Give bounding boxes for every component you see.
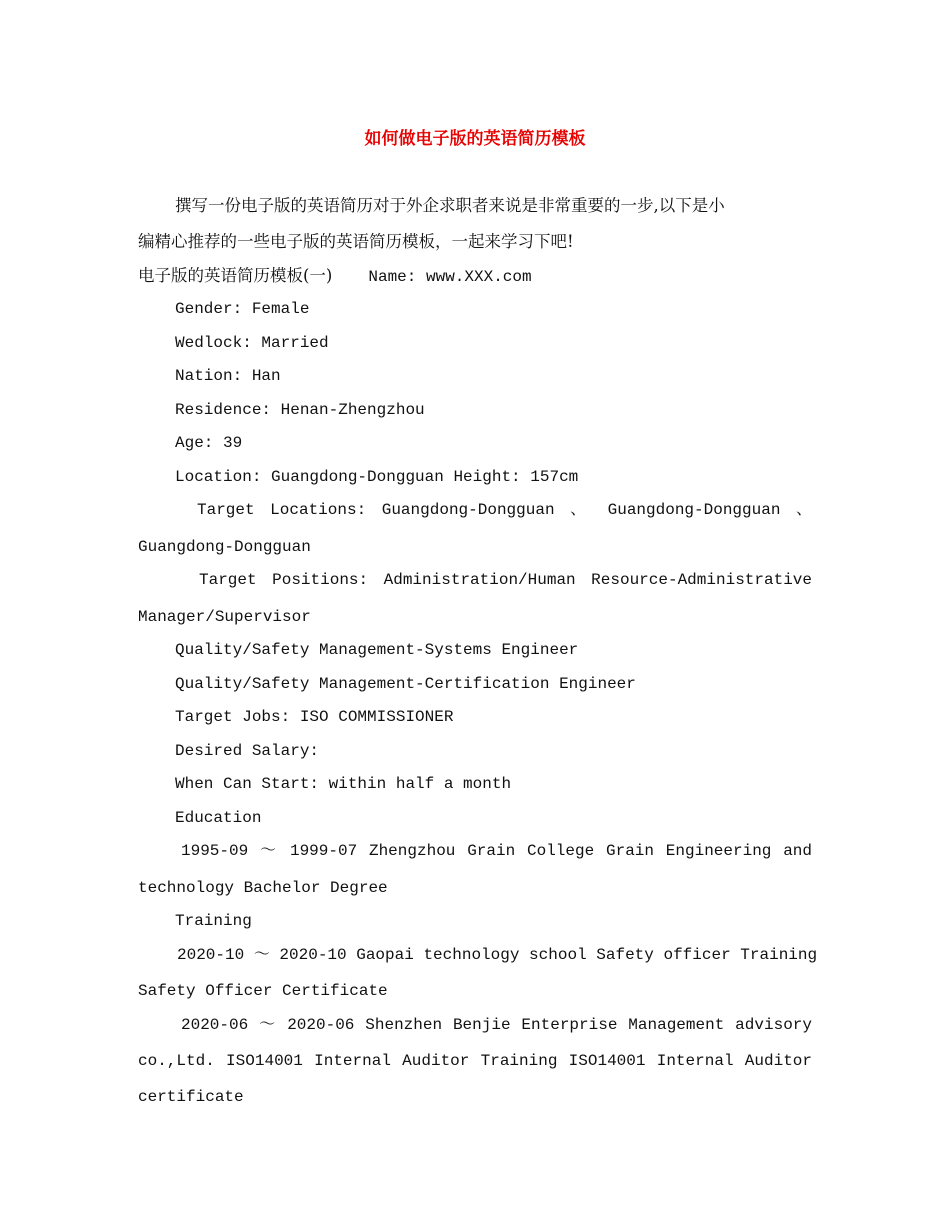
desired-salary-field: Desired Salary: xyxy=(175,742,320,760)
education-heading: Education xyxy=(175,809,262,827)
education-entry-line-1: 1995-09 ～ 1999-07 Zhengzhou Grain College Grain Engineering and xyxy=(181,842,813,860)
wedlock-field: Wedlock: Married xyxy=(175,334,329,352)
start-date-field: When Can Start: within half a month xyxy=(175,775,512,793)
section-heading-row xyxy=(138,266,812,287)
document-title: 如何做电子版的英语简历模板 xyxy=(364,129,586,149)
target-locations-line-1: Target Locations: Guangdong-Dongguan 、 Guangdong-Dongguan 、 xyxy=(197,501,812,519)
target-locations-line-2: Guangdong-Dongguan xyxy=(138,538,311,556)
education-entry-line-2: technology Bachelor Degree xyxy=(138,879,388,897)
training-entry-1-line-1: 2020-10 ～ 2020-10 Gaopai technology school Safety officer Training xyxy=(177,946,818,964)
nation-field: Nation: Han xyxy=(175,367,281,385)
training-entry-2-line-2: co.,Ltd. ISO14001 Internal Auditor Training ISO14001 Internal Auditor xyxy=(138,1052,812,1070)
position-certification-engineer: Quality/Safety Management-Certification Engineer xyxy=(175,675,636,693)
name-field: Name: www.XXX.com xyxy=(368,268,532,286)
intro-line-2: 编精心推荐的一些电子版的英语简历模板，一起来学习下吧! xyxy=(138,232,574,251)
training-heading: Training xyxy=(175,912,252,930)
training-entry-2-line-3: certificate xyxy=(138,1088,244,1106)
target-jobs-field: Target Jobs: ISO COMMISSIONER xyxy=(175,708,454,726)
residence-field: Residence: Henan-Zhengzhou xyxy=(175,401,425,419)
age-field: Age: 39 xyxy=(175,434,243,452)
section-heading: 电子版的英语简历模板(一) xyxy=(138,266,333,285)
target-positions-line-2: Manager/Supervisor xyxy=(138,608,311,626)
target-positions-line-1: Target Positions: Administration/Human Resource-Administrative xyxy=(199,571,812,589)
position-systems-engineer: Quality/Safety Management-Systems Engineer xyxy=(175,641,579,659)
location-field: Location: Guangdong-Dongguan Height: 157cm xyxy=(175,468,579,486)
training-entry-1-line-2: Safety Officer Certificate xyxy=(138,982,388,1000)
training-entry-2-line-1: 2020-06 ～ 2020-06 Shenzhen Benjie Enterprise Management advisory xyxy=(181,1016,812,1034)
intro-line-1: 撰写一份电子版的英语简历对于外企求职者来说是非常重要的一步,以下是小 xyxy=(175,196,725,215)
gender-field: Gender: Female xyxy=(175,300,310,318)
